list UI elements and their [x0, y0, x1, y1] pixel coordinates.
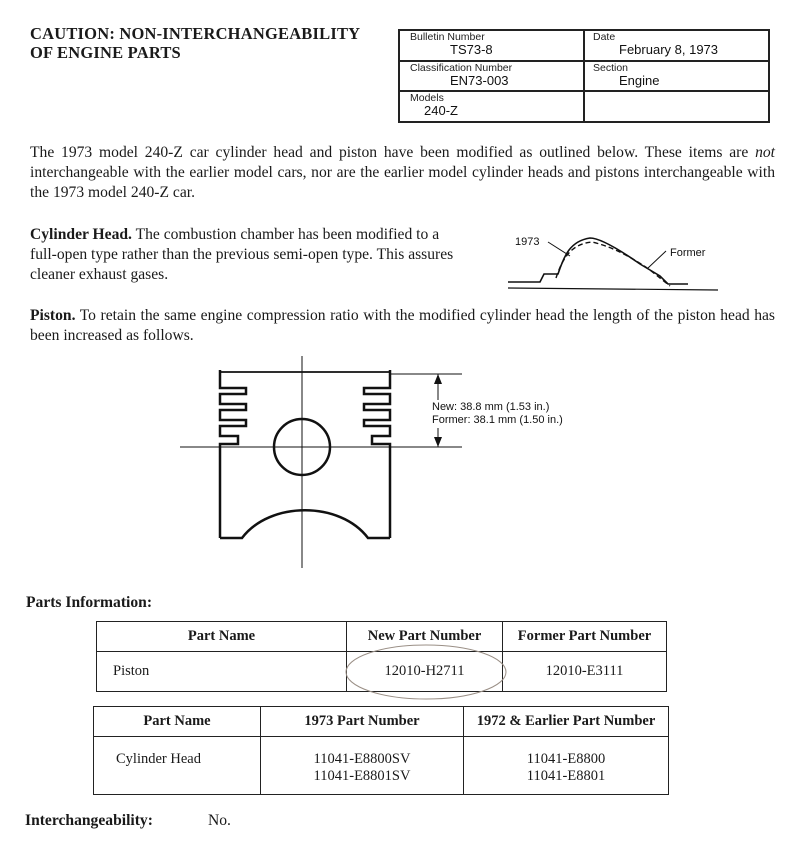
- classification-cell: [410, 63, 580, 88]
- label-1973: 1973: [515, 236, 540, 248]
- cell-cylinder-head: Cylinder Head: [94, 737, 261, 795]
- piston-outline: [220, 370, 390, 538]
- page-title: [30, 24, 360, 62]
- combustion-chamber-diagram: [500, 226, 730, 296]
- cell-former-part-number: 12010-E3111: [503, 652, 667, 692]
- header-1972-earlier-part-number: 1972 & Earlier Part Number: [464, 707, 669, 737]
- part-number-1972-b: 11041-E8801: [526, 768, 606, 784]
- piston-text: To retain the same engine compression ratio with the modified cylinder head the length of the piston head has been increased as follows.: [30, 307, 775, 344]
- intro-emphasis: not: [755, 144, 775, 161]
- label-former: Former: [670, 247, 706, 259]
- section-label: Section: [593, 62, 629, 74]
- interchangeability-value: No.: [208, 812, 231, 829]
- piston-parts-table: [96, 621, 667, 692]
- handwritten-circle: [341, 638, 511, 704]
- date-cell: [593, 32, 763, 57]
- new-part-number-value: 12010-H2711: [384, 663, 465, 679]
- part-number-1972-a: 11041-E8800: [526, 751, 606, 767]
- new-length-label: New: 38.8 mm (1.53 in.): [432, 401, 550, 413]
- interchangeability-label: Interchangeability:: [25, 812, 153, 829]
- intro-text-2: interchangeable with the earlier model cars, nor are the earlier model cylinder heads and pistons interchangeable with the 1973 model 240-Z car.: [30, 164, 775, 201]
- title-line-2: OF ENGINE PARTS: [30, 43, 181, 62]
- piston-lead: Piston.: [30, 307, 76, 324]
- header-part-name-2: Part Name: [94, 707, 261, 737]
- header-1973-part-number: 1973 Part Number: [261, 707, 464, 737]
- classification-value: EN73-003: [450, 73, 509, 88]
- piston-paragraph: [30, 306, 775, 346]
- cylinder-head-parts-table: [93, 706, 669, 795]
- cylinder-head-text: The combustion chamber has been modified to a full-open type rather than the previous semi-open type. This assures cleaner exhaust gases.: [30, 226, 454, 283]
- header-part-name: Part Name: [97, 622, 347, 652]
- date-label: Date: [593, 31, 616, 43]
- header-new-part-number: New Part Number: [347, 622, 503, 652]
- models-cell: [410, 93, 710, 118]
- cell-new-part-number: [347, 652, 503, 692]
- models-value: 240-Z: [424, 103, 458, 118]
- date-value: February 8, 1973: [619, 42, 719, 57]
- intro-paragraph: [30, 143, 775, 203]
- cylinder-head-paragraph: [30, 225, 460, 285]
- section-cell: [593, 63, 763, 88]
- bulletin-info-box: [398, 29, 770, 123]
- section-value: Engine: [619, 73, 660, 88]
- part-number-1973-b: 11041-E8801SV: [313, 768, 411, 784]
- bulletin-number-value: TS73-8: [450, 42, 493, 57]
- parts-information-title: Parts Information:: [26, 594, 153, 611]
- bulletin-number-label: Bulletin Number: [410, 31, 485, 43]
- models-label: Models: [410, 92, 444, 104]
- part-number-1973-a: 11041-E8800SV: [313, 751, 411, 767]
- header-former-part-number: Former Part Number: [503, 622, 667, 652]
- cylinder-head-lead: Cylinder Head.: [30, 226, 132, 243]
- cell-1973-part-numbers: [261, 737, 464, 795]
- piston-diagram: [180, 356, 620, 571]
- cell-piston: Piston: [97, 652, 347, 692]
- former-length-label: Former: 38.1 mm (1.50 in.): [432, 414, 563, 426]
- classification-label: Classification Number: [410, 62, 513, 74]
- title-line-1: CAUTION: NON-INTERCHANGEABILITY: [30, 24, 361, 43]
- intro-text-1: The 1973 model 240-Z car cylinder head and piston have been modified as outlined below. These items are: [30, 144, 756, 161]
- cell-1972-part-numbers: [464, 737, 669, 795]
- bulletin-number-cell: [410, 32, 580, 57]
